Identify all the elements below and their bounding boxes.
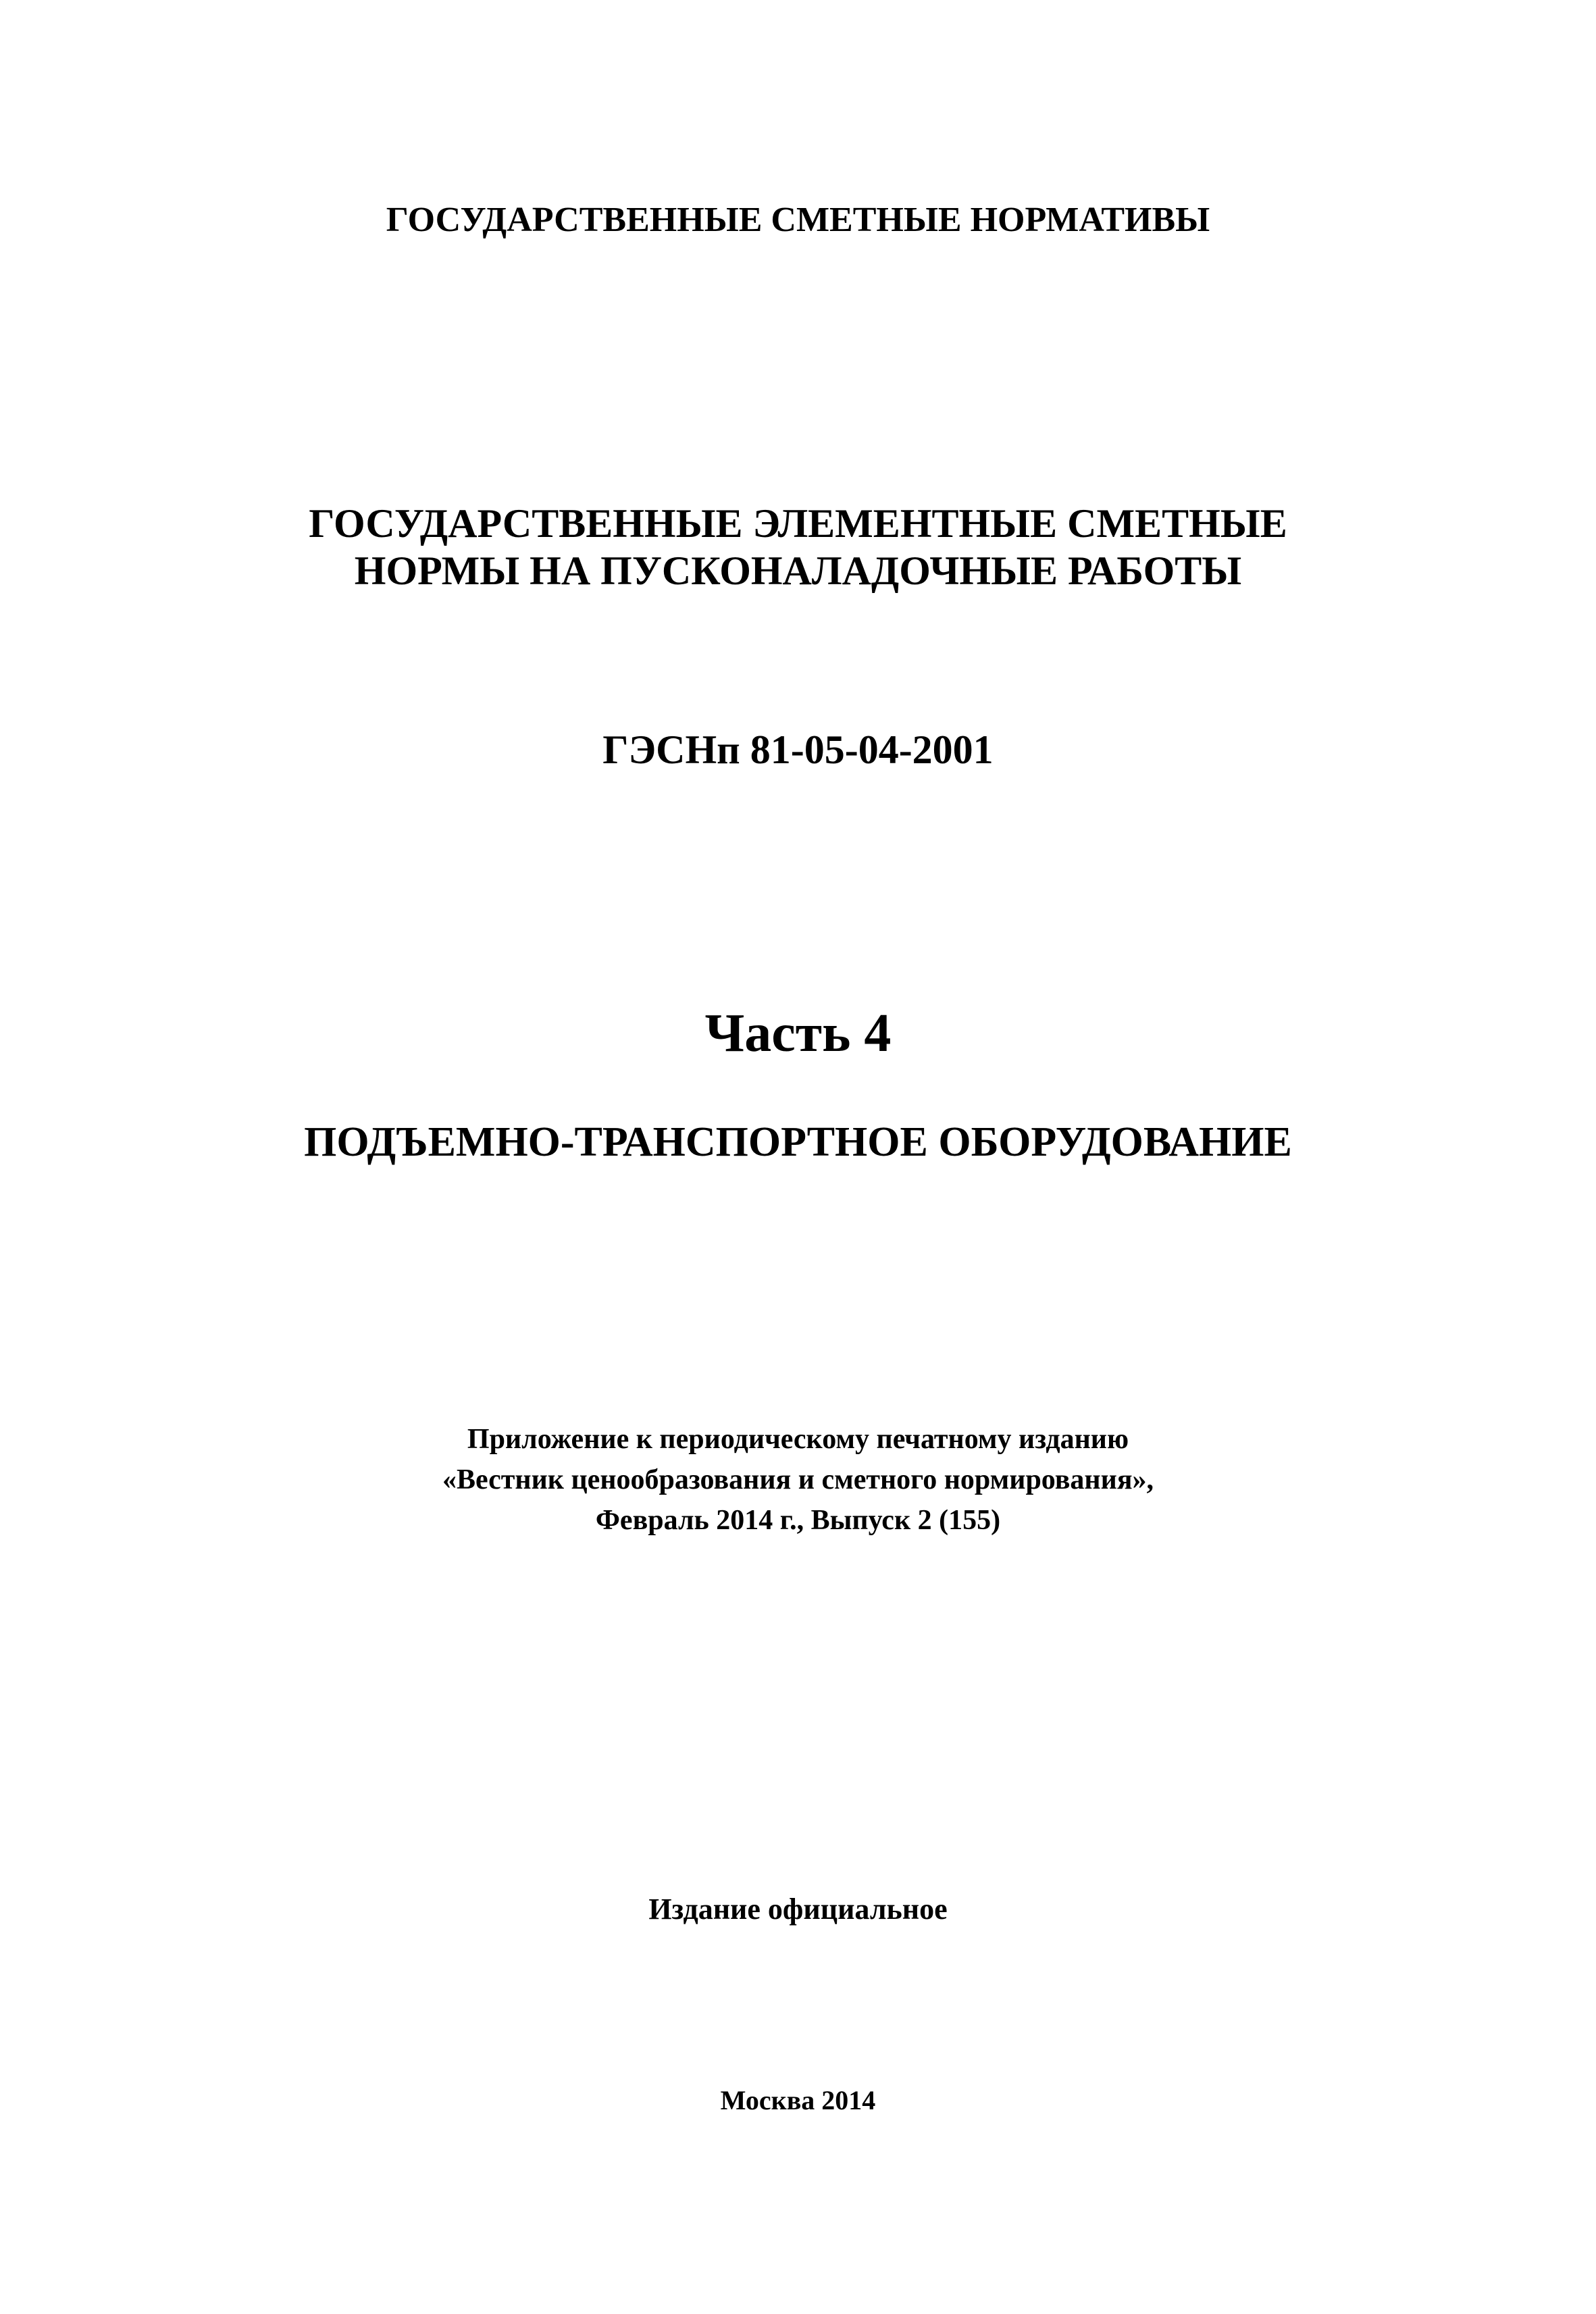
part-number: Часть 4 xyxy=(704,1004,892,1063)
document-code: ГЭСНп 81-05-04-2001 xyxy=(602,727,994,772)
document-title-line-1: ГОСУДАРСТВЕННЫЕ ЭЛЕМЕНТНЫЕ СМЕТНЫЕ xyxy=(309,501,1287,546)
part-subtitle: ПОДЪЕМНО-ТРАНСПОРТНОЕ ОБОРУДОВАНИЕ xyxy=(304,1119,1292,1165)
appendix-line-2: «Вестник ценообразования и сметного нормирования», xyxy=(442,1464,1154,1495)
imprint: Москва 2014 xyxy=(720,2085,876,2115)
appendix-line-3: Февраль 2014 г., Выпуск 2 (155) xyxy=(595,1505,1001,1536)
appendix-line-1: Приложение к периодическому печатному изданию xyxy=(467,1424,1129,1455)
edition-note: Издание официальное xyxy=(648,1893,948,1926)
document-title-line-2: НОРМЫ НА ПУСКОНАЛАДОЧНЫЕ РАБОТЫ xyxy=(354,548,1242,593)
series-heading: ГОСУДАРСТВЕННЫЕ СМЕТНЫЕ НОРМАТИВЫ xyxy=(386,201,1210,239)
